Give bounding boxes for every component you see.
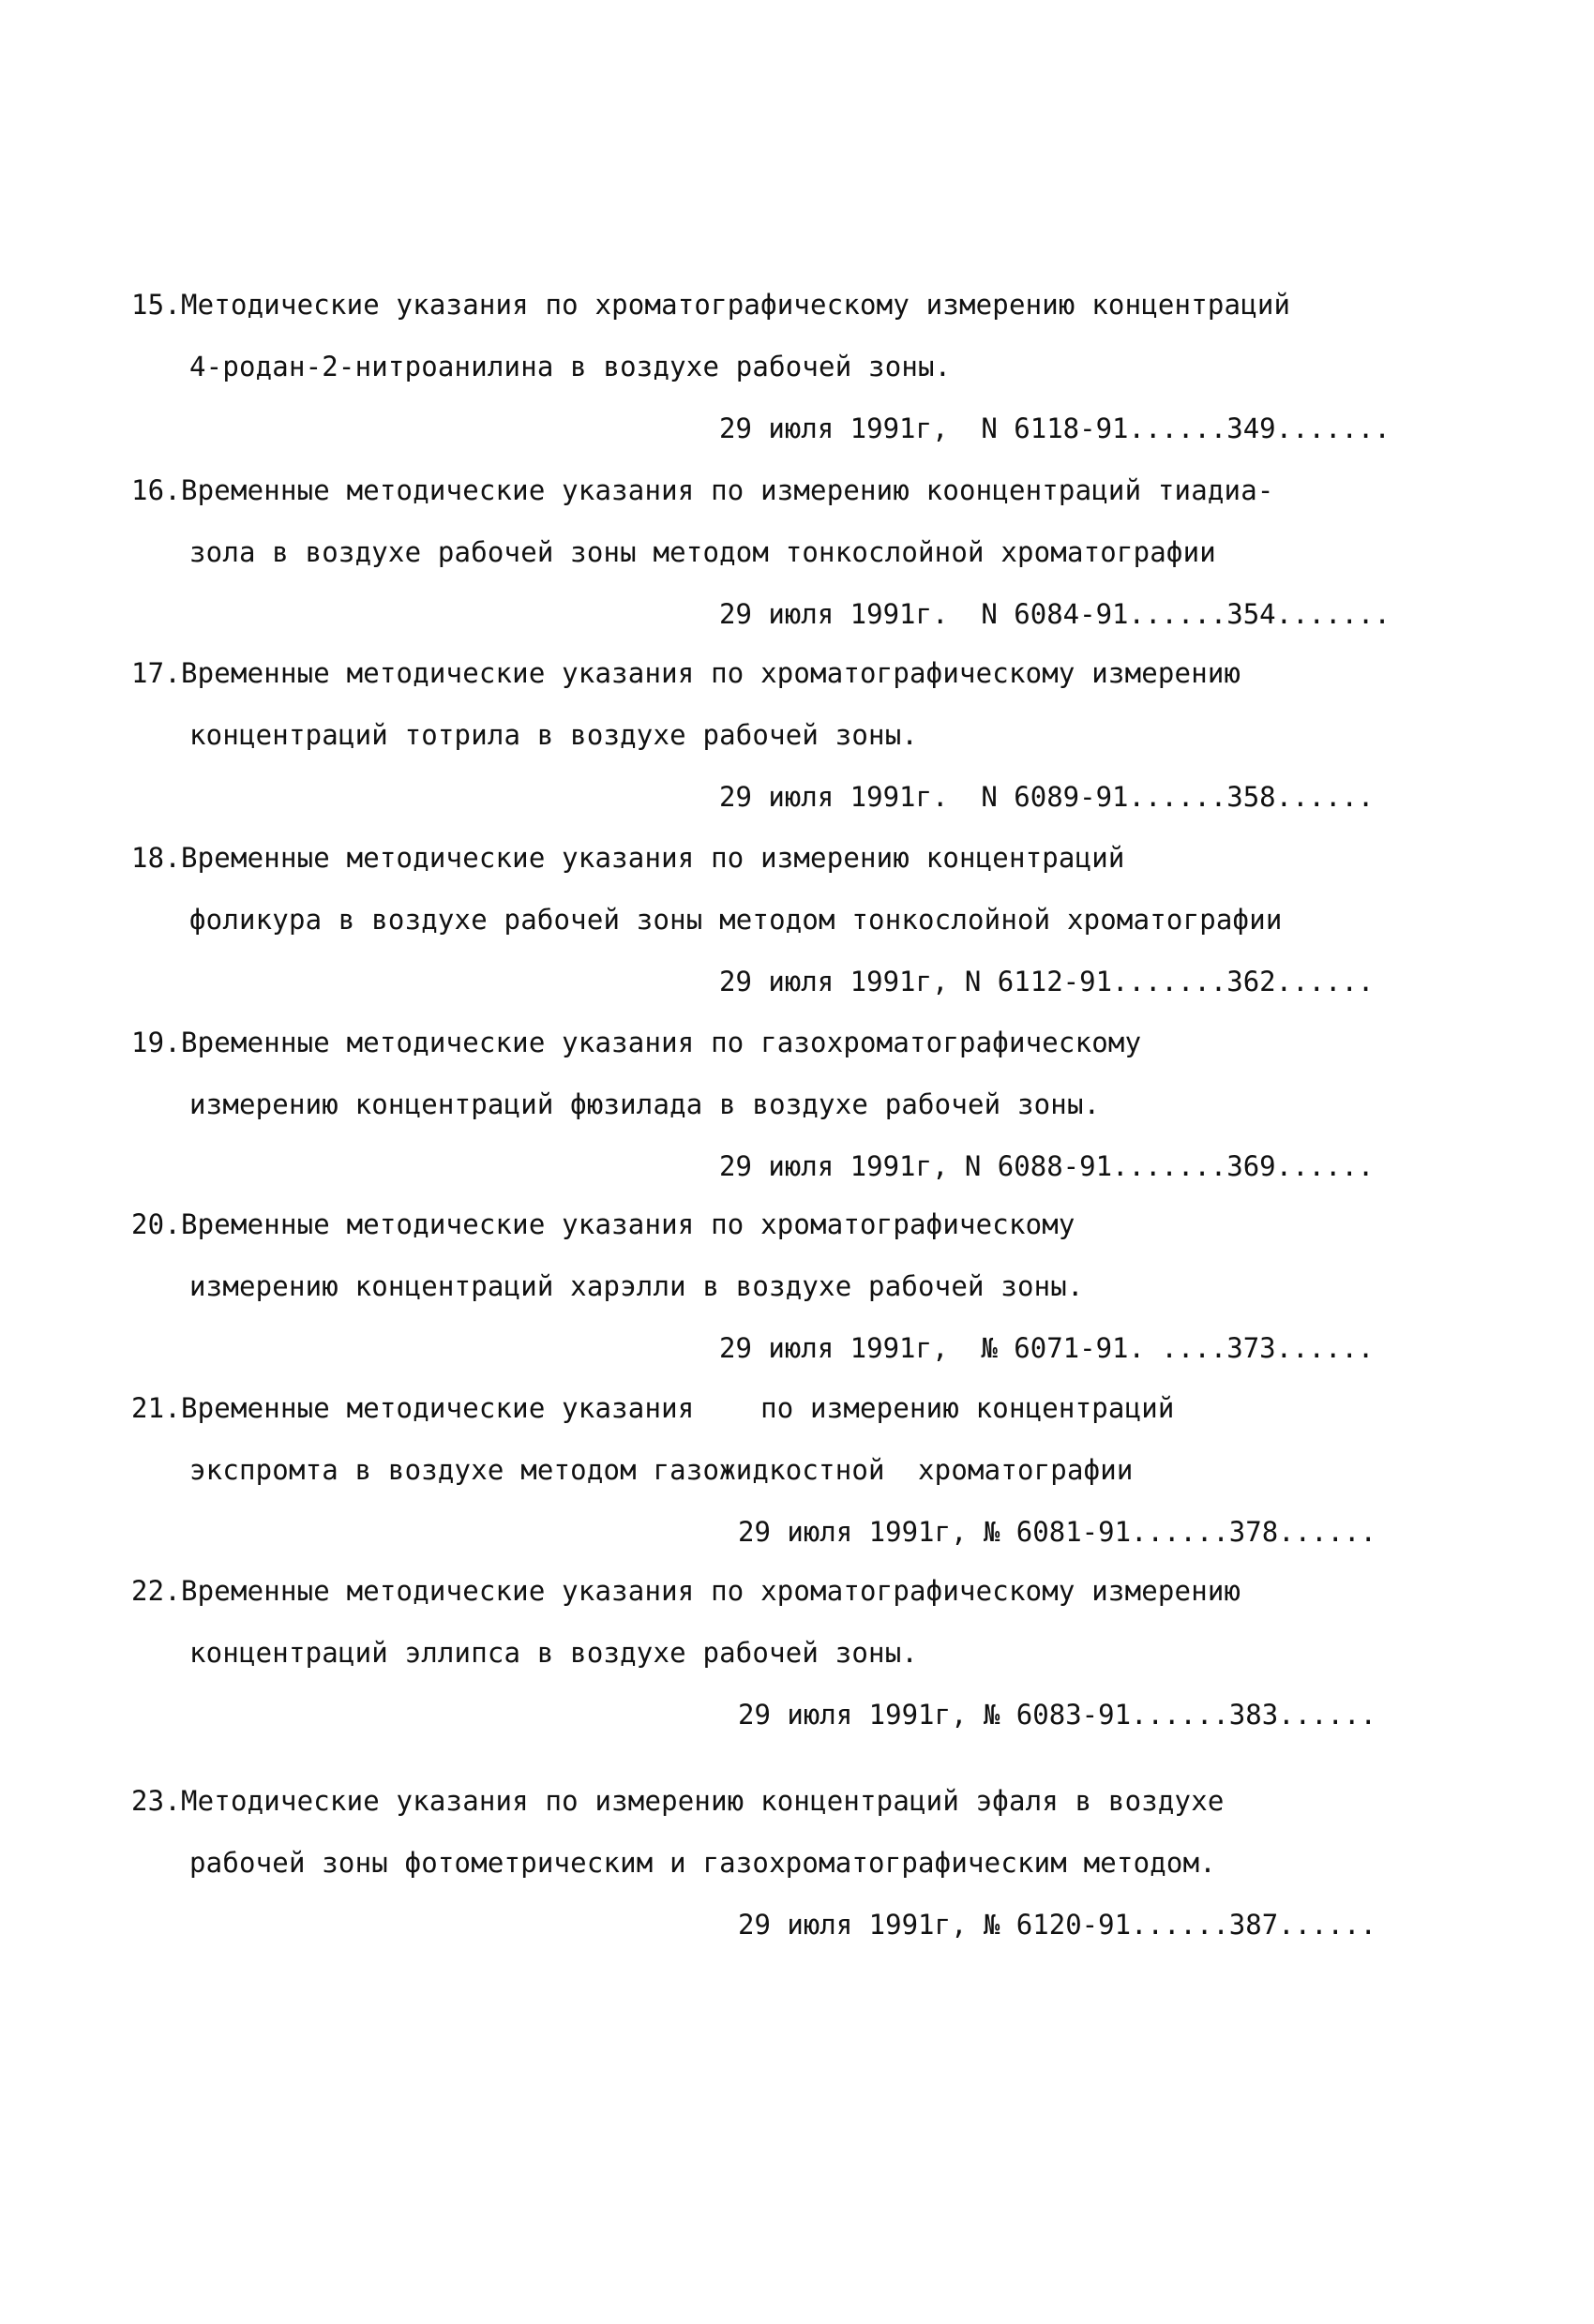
entry-title-line-2: 4-родан-2-нитроанилина в воздухе рабочей зоны. xyxy=(189,351,952,382)
entry-number: 19. xyxy=(131,1027,181,1058)
entry-first-line xyxy=(131,1193,1481,1255)
entry-first-line xyxy=(131,1560,1481,1622)
entry-title-line-1: Методические указания по измерению концентраций эфаля в воздухе xyxy=(180,1785,1225,1817)
entry-number: 16. xyxy=(131,474,181,506)
entry-reference: 29 июля 1991г. N 6089-91......358...... xyxy=(719,781,1375,813)
entry-title-line-1: Временные методические указания по измерению коонцентраций тиадиа- xyxy=(180,474,1274,506)
entry-reference: 29 июля 1991г, N 6112-91.......362...... xyxy=(719,966,1375,997)
entry-number: 21. xyxy=(131,1392,181,1424)
entry-reference-row xyxy=(131,1135,1481,1197)
entry-reference: 29 июля 1991г, № 6083-91......383...... xyxy=(738,1699,1376,1731)
entry-reference-row xyxy=(131,1317,1481,1379)
entry-title-line-1: Временные методические указания по хроматографическому измерению xyxy=(180,1575,1241,1607)
entry-reference: 29 июля 1991г, № 6071-91. ....373...... xyxy=(719,1332,1375,1364)
entry-first-line xyxy=(131,827,1481,889)
entry-reference: 29 июля 1991г, № 6120-91......387...... xyxy=(738,1909,1376,1941)
entry-reference: 29 июля 1991г, N 6118-91......349....... xyxy=(719,412,1391,444)
entry-title-line-1: Временные методические указания по измерению концентраций xyxy=(180,1392,1175,1424)
entry-title-line-2: концентраций тотрила в воздухе рабочей зоны. xyxy=(189,719,919,751)
toc-entry-20 xyxy=(131,1193,1481,1379)
entry-title-line-1: Временные методические указания по хроматографическому xyxy=(180,1208,1075,1240)
entry-reference: 29 июля 1991г, N 6088-91.......369...... xyxy=(719,1150,1375,1182)
toc-entry-19 xyxy=(131,1012,1481,1197)
toc-entry-15 xyxy=(131,274,1481,459)
entry-number: 18. xyxy=(131,842,181,874)
entry-title-line-2: концентраций эллипса в воздухе рабочей зоны. xyxy=(189,1637,919,1669)
entry-reference: 29 июля 1991г, № 6081-91......378...... xyxy=(738,1516,1376,1548)
toc-entry-17 xyxy=(131,642,1481,828)
entry-number: 17. xyxy=(131,657,181,689)
entry-number: 20. xyxy=(131,1208,181,1240)
toc-entry-22 xyxy=(131,1560,1481,1746)
entry-title-line-2: рабочей зоны фотометрическим и газохроматографическим методом. xyxy=(189,1847,1216,1879)
entry-title-line-1: Методические указания по хроматографическому измерению концентраций xyxy=(180,289,1291,321)
entry-first-line xyxy=(131,642,1481,704)
entry-number: 23. xyxy=(131,1785,181,1817)
entry-title-line-2: измерению концентраций харэлли в воздухе рабочей зоны. xyxy=(189,1270,1084,1302)
toc-entry-16 xyxy=(131,459,1481,645)
entry-number: 15. xyxy=(131,289,181,321)
entry-reference-row xyxy=(131,1684,1481,1746)
entry-first-line xyxy=(131,1377,1481,1439)
entry-reference-row xyxy=(131,1894,1481,1956)
entry-title-line-2: измерению концентраций фюзилада в воздухе рабочей зоны. xyxy=(189,1088,1101,1120)
entry-reference-row xyxy=(131,583,1481,645)
toc-entry-21 xyxy=(131,1377,1481,1563)
entry-reference-row xyxy=(131,951,1481,1012)
toc-entry-23 xyxy=(131,1770,1481,1956)
entry-title-line-2: фоликура в воздухе рабочей зоны методом тонкослойной хроматографии xyxy=(189,904,1283,936)
entry-first-line xyxy=(131,459,1481,521)
entry-reference-row xyxy=(131,397,1481,459)
entry-title-line-2: экспромта в воздухе методом газожидкостной хроматографии xyxy=(189,1454,1134,1486)
entry-reference-row xyxy=(131,766,1481,828)
entry-first-line xyxy=(131,1770,1481,1832)
entry-first-line xyxy=(131,1012,1481,1073)
entry-title-line-1: Временные методические указания по хроматографическому измерению xyxy=(180,657,1241,689)
entry-reference-row xyxy=(131,1501,1481,1563)
entry-title-line-1: Временные методические указания по газохроматографическому xyxy=(180,1027,1142,1058)
entry-number: 22. xyxy=(131,1575,181,1607)
toc-entry-18 xyxy=(131,827,1481,1012)
entry-first-line xyxy=(131,274,1481,336)
entry-title-line-1: Временные методические указания по измерению концентраций xyxy=(180,842,1125,874)
entry-title-line-2: зола в воздухе рабочей зоны методом тонкослойной хроматографии xyxy=(189,536,1216,568)
entry-reference: 29 июля 1991г. N 6084-91......354....... xyxy=(719,598,1391,630)
